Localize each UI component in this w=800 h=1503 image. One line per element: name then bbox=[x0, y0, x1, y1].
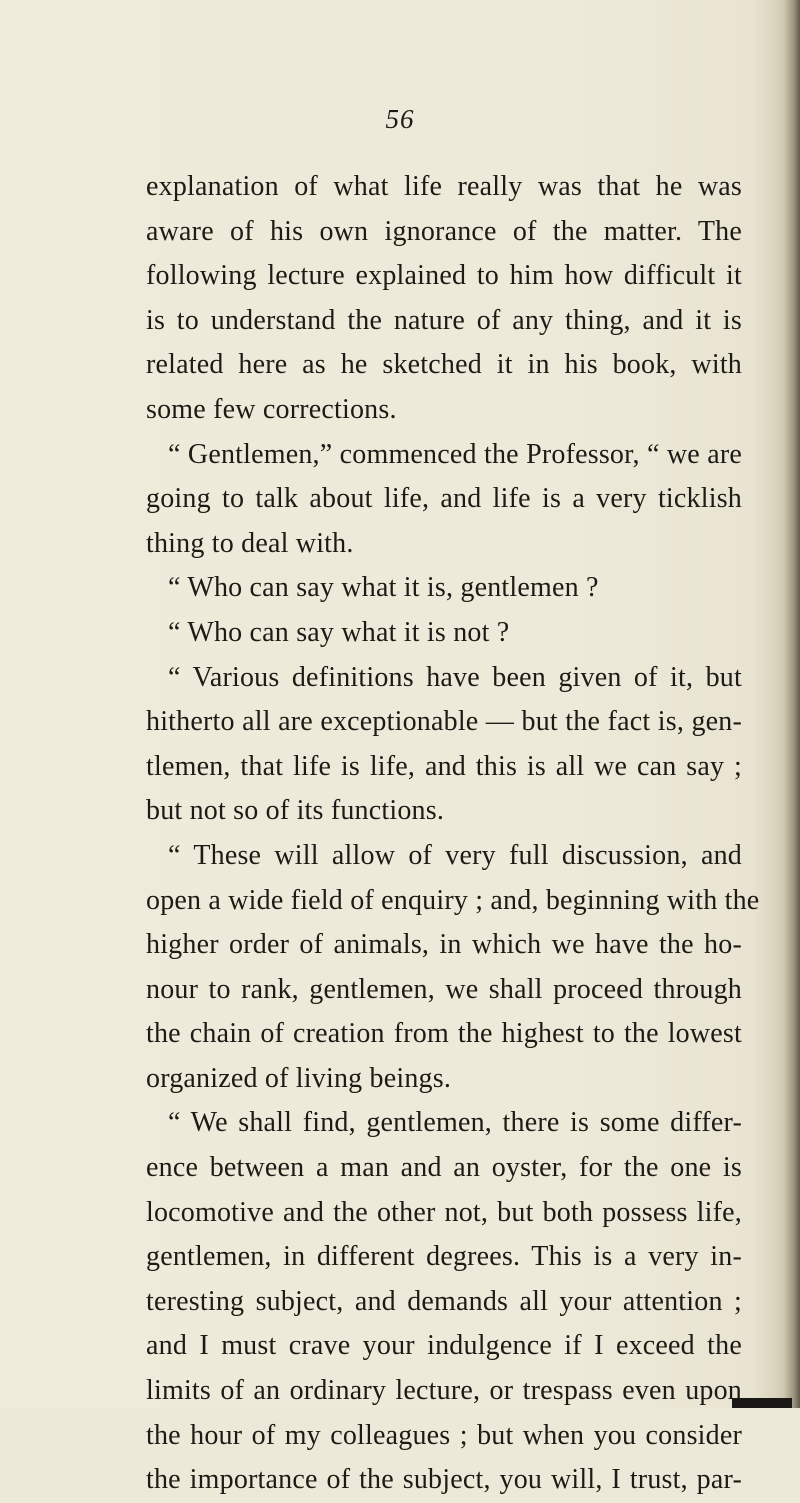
text-line: and I must crave your indulgence if I exceed the bbox=[146, 1330, 742, 1362]
text-line: related here as he sketched it in his book, with bbox=[146, 349, 742, 381]
text-line: tlemen, that life is life, and this is all we can say ; bbox=[146, 750, 742, 782]
text-line: the hour of my colleagues ; but when you consider bbox=[146, 1419, 742, 1451]
page-edge-shadow bbox=[784, 0, 800, 1408]
text-line: gentlemen, in different degrees. This is a very in- bbox=[146, 1241, 742, 1273]
text-line: open a wide field of enquiry ; and, beginning with the bbox=[146, 884, 760, 916]
text-line: “ These will allow of very full discussion, and bbox=[168, 839, 742, 871]
text-line: “ We shall find, gentlemen, there is some differ- bbox=[168, 1107, 742, 1139]
text-line: limits of an ordinary lecture, or trespass even upon bbox=[146, 1375, 742, 1407]
text-line: ence between a man and an oyster, for the one is bbox=[146, 1152, 742, 1184]
text-line: organized of living beings. bbox=[146, 1062, 452, 1094]
text-line: explanation of what life really was that he was bbox=[146, 171, 742, 202]
page-number: 56 bbox=[385, 104, 415, 134]
text-line: “ Who can say what it is not ? bbox=[168, 616, 510, 648]
text-line: “ Who can say what it is, gentlemen ? bbox=[168, 572, 599, 604]
text-line: teresting subject, and demands all your attention ; bbox=[146, 1285, 742, 1317]
text-line: nour to rank, gentlemen, we shall proceed through bbox=[146, 973, 742, 1005]
text-line: some few corrections. bbox=[146, 393, 397, 425]
text-line: going to talk about life, and life is a very ticklish bbox=[146, 483, 742, 515]
text-line: locomotive and the other not, but both possess life, bbox=[146, 1196, 742, 1228]
text-line: is to understand the nature of any thing, and it is bbox=[146, 304, 742, 336]
text-line: aware of his own ignorance of the matter. The bbox=[146, 215, 742, 247]
text-line: the chain of creation from the highest to the lowest bbox=[146, 1018, 742, 1050]
text-line: hitherto all are exceptionable — but the fact is, gen- bbox=[146, 706, 742, 738]
text-line: “ Gentlemen,” commenced the Professor, “ we are bbox=[168, 438, 742, 470]
text-line: “ Various definitions have been given of it, but bbox=[168, 661, 742, 693]
text-line: the importance of the subject, you will, I trust, par- bbox=[146, 1464, 742, 1496]
text-line: following lecture explained to him how difficult it bbox=[146, 260, 742, 292]
text-line: thing to deal with. bbox=[146, 527, 354, 559]
text-line: higher order of animals, in which we have the ho- bbox=[146, 929, 742, 961]
body-text bbox=[146, 165, 760, 1503]
text-line: but not so of its functions. bbox=[146, 795, 445, 827]
